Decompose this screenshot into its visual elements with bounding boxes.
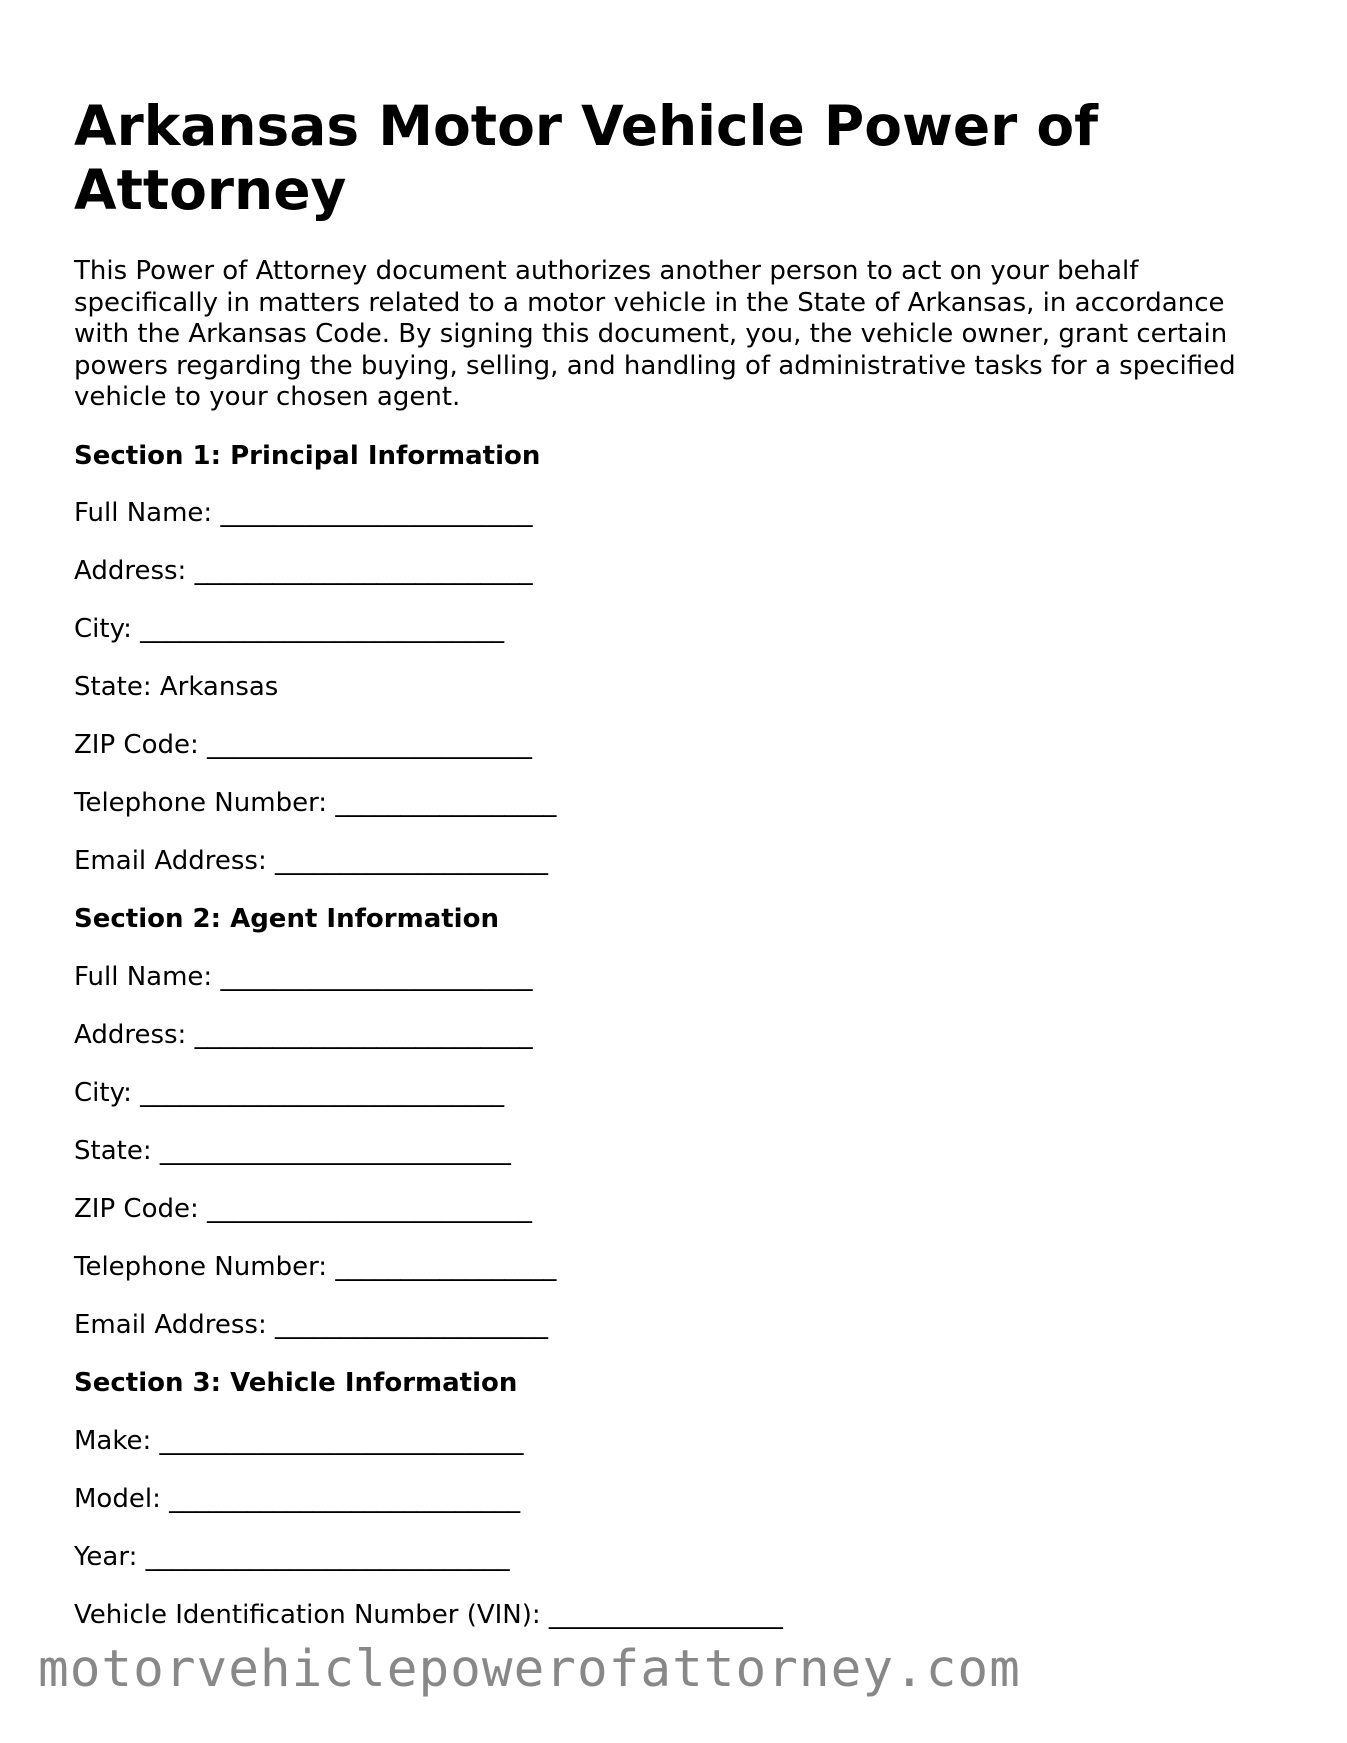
field-label: Email Address: bbox=[74, 846, 275, 876]
section-2-title: Section 2: Agent Information bbox=[74, 904, 499, 934]
principal-zip-field[interactable] bbox=[74, 729, 532, 761]
fill-blank-line[interactable]: ________________________ bbox=[220, 498, 533, 528]
field-label: Telephone Number: bbox=[74, 1252, 336, 1282]
vehicle-vin-field[interactable] bbox=[74, 1599, 783, 1631]
field-label: State: Arkansas bbox=[74, 672, 279, 702]
principal-city-field[interactable] bbox=[74, 613, 504, 645]
fill-blank-line[interactable]: _____________________ bbox=[274, 846, 548, 876]
intro-paragraph: This Power of Attorney document authorizes another person to act on your behalf specifically in matters related to a motor vehicle in the State of Arkansas, in accordance with the Arkansas Code. By signing this document, you, the vehicle owner, grant certain powers regarding the buying, selling, and handling of administrative tasks for a specified vehicle to your chosen agent. bbox=[74, 256, 1236, 412]
principal-email-field[interactable] bbox=[74, 845, 548, 877]
field-label: Telephone Number: bbox=[74, 788, 336, 818]
fill-blank-line[interactable]: ____________________________ bbox=[145, 1542, 510, 1572]
fill-blank-line[interactable]: _________________ bbox=[335, 788, 557, 818]
fill-blank-line[interactable]: ____________________________ bbox=[140, 614, 505, 644]
fill-blank-line[interactable]: ___________________________ bbox=[159, 1136, 511, 1166]
vehicle-make-field[interactable] bbox=[74, 1425, 524, 1457]
field-label: State: bbox=[74, 1136, 160, 1166]
fill-blank-line[interactable]: _________________ bbox=[335, 1252, 557, 1282]
field-label: City: bbox=[74, 614, 141, 644]
fill-blank-line[interactable]: ___________________________ bbox=[169, 1484, 521, 1514]
section-3-title: Section 3: Vehicle Information bbox=[74, 1368, 518, 1398]
field-label: Full Name: bbox=[74, 962, 221, 992]
field-label: Address: bbox=[74, 1020, 195, 1050]
fill-blank-line[interactable]: _________________________ bbox=[207, 730, 533, 760]
field-label: Year: bbox=[74, 1542, 146, 1572]
vehicle-model-field[interactable] bbox=[74, 1483, 520, 1515]
field-label: Model: bbox=[74, 1484, 170, 1514]
fill-blank-line[interactable]: __________________________ bbox=[194, 556, 533, 586]
vehicle-year-field[interactable] bbox=[74, 1541, 510, 1573]
field-label: City: bbox=[74, 1078, 141, 1108]
agent-city-field[interactable] bbox=[74, 1077, 504, 1109]
field-label: Make: bbox=[74, 1426, 160, 1456]
field-label: ZIP Code: bbox=[74, 730, 208, 760]
agent-telephone-field[interactable] bbox=[74, 1251, 556, 1283]
agent-email-field[interactable] bbox=[74, 1309, 548, 1341]
fill-blank-line[interactable]: __________________________ bbox=[194, 1020, 533, 1050]
fill-blank-line[interactable]: _____________________ bbox=[274, 1310, 548, 1340]
principal-full-name-field[interactable] bbox=[74, 497, 532, 529]
fill-blank-line[interactable]: ____________________________ bbox=[159, 1426, 524, 1456]
site-watermark: motorvehiclepowerofattorney.com bbox=[38, 1640, 1021, 1699]
field-label: ZIP Code: bbox=[74, 1194, 208, 1224]
agent-address-field[interactable] bbox=[74, 1019, 533, 1051]
principal-state-field bbox=[74, 671, 278, 703]
principal-address-field[interactable] bbox=[74, 555, 533, 587]
field-label: Address: bbox=[74, 556, 195, 586]
agent-full-name-field[interactable] bbox=[74, 961, 532, 993]
document-title: Arkansas Motor Vehicle Power of Attorney bbox=[74, 94, 1099, 222]
field-label: Full Name: bbox=[74, 498, 221, 528]
principal-telephone-field[interactable] bbox=[74, 787, 556, 819]
fill-blank-line[interactable]: _________________________ bbox=[207, 1194, 533, 1224]
field-label: Vehicle Identification Number (VIN): bbox=[74, 1600, 549, 1630]
fill-blank-line[interactable]: ____________________________ bbox=[140, 1078, 505, 1108]
fill-blank-line[interactable]: __________________ bbox=[548, 1600, 783, 1630]
section-1-title: Section 1: Principal Information bbox=[74, 441, 541, 471]
agent-zip-field[interactable] bbox=[74, 1193, 532, 1225]
fill-blank-line[interactable]: ________________________ bbox=[220, 962, 533, 992]
agent-state-field[interactable] bbox=[74, 1135, 511, 1167]
field-label: Email Address: bbox=[74, 1310, 275, 1340]
